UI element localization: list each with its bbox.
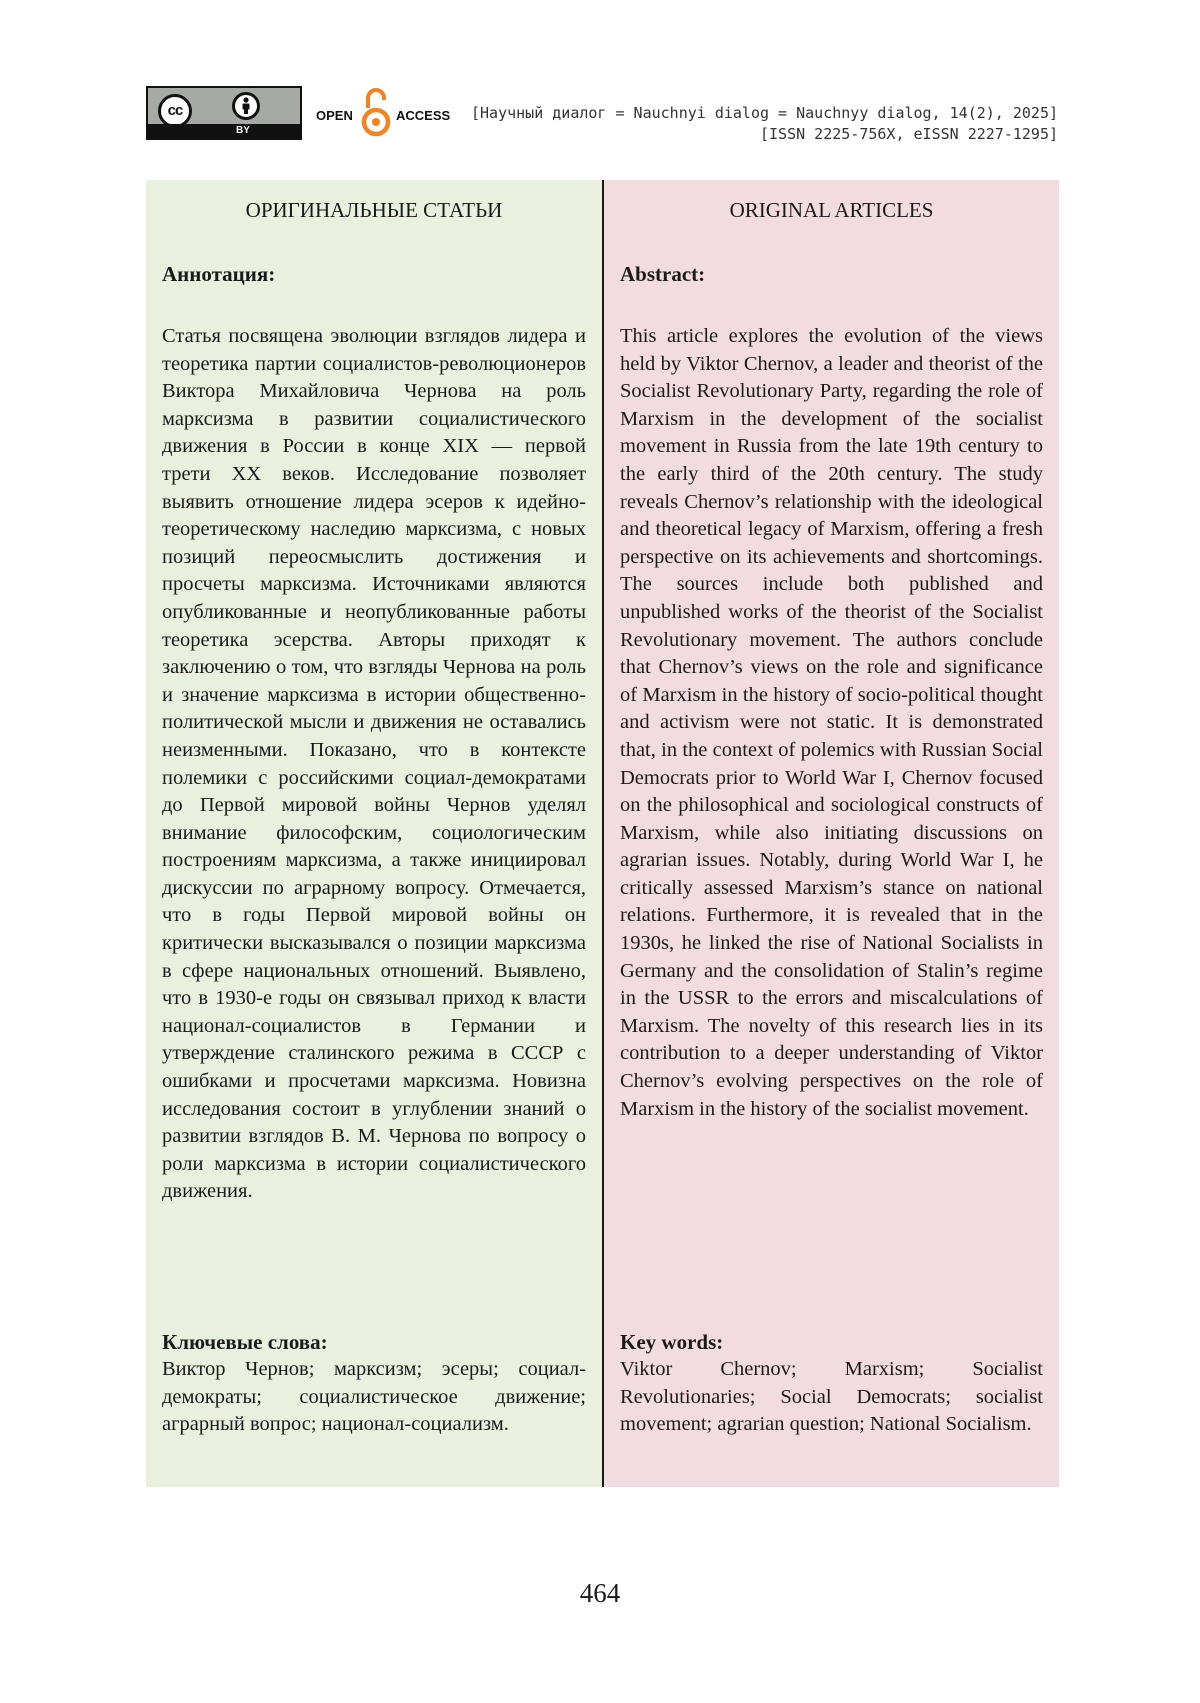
keywords-text-ru: Виктор Чернов; марксизм; эсеры; социал-демократы; социалистическое движение; аграрный вопрос; национал-социализм. xyxy=(162,1356,586,1439)
license-bar xyxy=(148,124,300,138)
attribution-person-icon xyxy=(232,92,260,120)
journal-line-1: [Научный диалог = Nauchnyi dialog = Nauchnyy dialog, 14(2), 2025] xyxy=(471,103,1058,124)
cc-icon: cc xyxy=(158,94,192,128)
english-column xyxy=(604,180,1059,1487)
keywords-label-en: Key words: xyxy=(620,1330,723,1355)
license-by-label: BY xyxy=(236,124,250,138)
open-access-logo xyxy=(316,86,456,140)
section-title-ru: ОРИГИНАЛЬНЫЕ СТАТЬИ xyxy=(146,198,602,223)
abstract-columns xyxy=(146,180,1059,1487)
cc-by-license-badge[interactable] xyxy=(146,86,302,140)
open-label: OPEN xyxy=(316,108,353,123)
keywords-label-ru: Ключевые слова: xyxy=(162,1330,328,1355)
section-title-en: ORIGINAL ARTICLES xyxy=(604,198,1059,223)
journal-citation xyxy=(471,103,1058,145)
abstract-text-en: This article explores the evolution of the views held by Viktor Chernov, a leader and theorist of the Socialist Revolutionary Party, regarding the role of Marxism in the development of the socialist movement in Russia from the late 19th century to the early third of the 20th century. The study reveals Chernov’s relationship with the ideological and theoretical legacy of Marxism, offering a fresh perspective on its achievements and shortcomings. The sources include both published and unpublished works of the theorist of the Socialist Revolutionary movement. The authors conclude that Chernov’s views on the role and significance of Marxism in the history of socio-political thought and activism were not static. It is demonstrated that, in the context of polemics with Russian Social Democrats prior to World War I, Chernov focused on the philosophical and sociological constructs of Marxism, while also initiating discussions on agrarian issues. Notably, during World War I, he critically assessed Marxism’s stance on national relations. Furthermore, it is revealed that in the 1930s, he linked the rise of National Socialists in Germany and the consolidation of Stalin’s regime in the USSR to the errors and miscalculations of Marxism. The novelty of this research lies in its contribution to a deeper understanding of Viktor Chernov’s evolving perspectives on the role of Marxism in the history of the socialist movement. xyxy=(620,323,1043,1123)
abstract-label-ru: Аннотация: xyxy=(162,262,275,287)
russian-column xyxy=(146,180,602,1487)
keywords-text-en: Viktor Chernov; Marxism; Socialist Revolutionaries; Social Democrats; socialist movement; agrarian question; National Socialism. xyxy=(620,1356,1043,1439)
abstract-label-en: Abstract: xyxy=(620,262,705,287)
journal-line-2: [ISSN 2225-756X, eISSN 2227-1295] xyxy=(471,124,1058,145)
access-label: ACCESS xyxy=(396,108,450,123)
open-lock-icon xyxy=(360,86,392,140)
page-number: 464 xyxy=(0,1578,1200,1609)
abstract-text-ru: Статья посвящена эволюции взглядов лидера и теоретика партии социалистов-революционеров Виктора Михайловича Чернова на роль марксизма в развитии социалистического движения в России в конце XIX — первой трети XX веков. Исследование позволяет выявить отношение лидера эсеров к идейно-теоретическому наследию марксизма, с новых позиций переосмыслить достижения и просчеты марксизма. Источниками являются опубликованные и неопубликованные работы теоретика эсерства. Авторы приходят к заключению о том, что взгляды Чернова на роль и значение марксизма в истории общественно-политической мысли и движения не оставались неизменными. Показано, что в контексте полемики с российскими социал-демократами до Первой мировой войны Чернов уделял внимание философским, социологическим построениям марксизма, а также инициировал дискуссии по аграрному вопросу. Отмечается, что в годы Первой мировой войны он критически высказывался о позиции марксизма в сфере национальных отношений. Выявлено, что в 1930-е годы он связывал приход к власти национал-социалистов в Германии и утверждение сталинского режима в СССР с ошибками и просчетами марксизма. Новизна исследования состоит в углублении знаний о развитии взглядов В. М. Чернова по вопросу о роли марксизма в истории социалистического движения. xyxy=(162,323,586,1206)
